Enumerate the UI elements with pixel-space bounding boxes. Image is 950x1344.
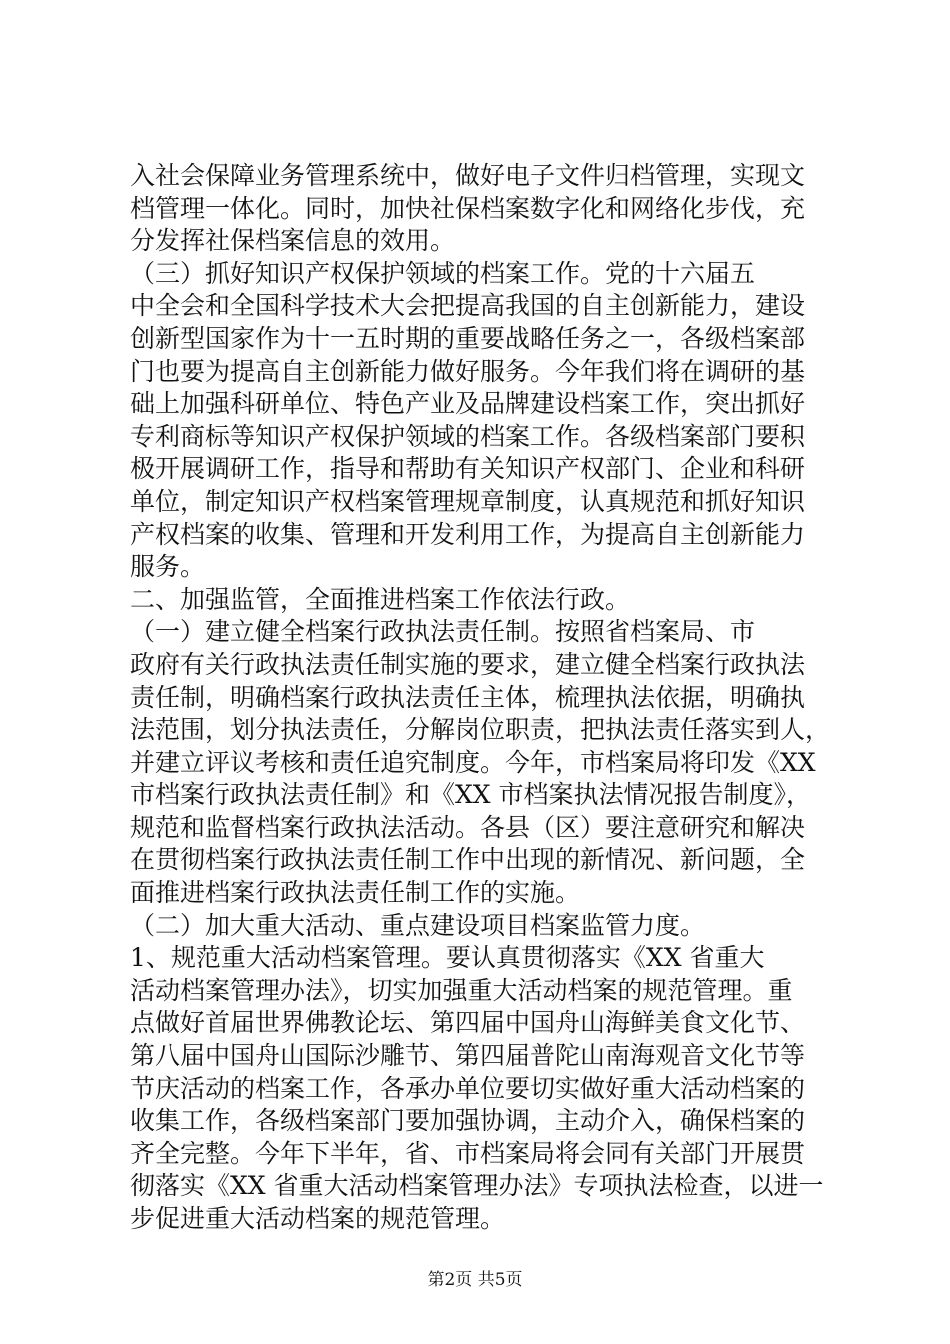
section-heading: 二、加强监管，全面推进档案工作依法行政。	[130, 584, 631, 614]
text-line: 规范和监督档案行政执法活动。各县（区）要注意研究和解决	[130, 812, 806, 842]
text-line: 单位，制定知识产权档案管理规章制度，认真规范和抓好知识	[130, 486, 806, 516]
text-line: 门也要为提高自主创新能力做好服务。今年我们将在调研的基	[130, 356, 806, 386]
text-line: 并建立评议考核和责任追究制度。今年，市档案局将印发《XX	[130, 747, 816, 777]
text-line: 1、规范重大活动档案管理。要认真贯彻落实《XX 省重大	[130, 943, 765, 973]
text-line: 服务。	[130, 552, 206, 582]
text-line: 收集工作，各级档案部门要加强协调，主动介入，确保档案的	[130, 1106, 806, 1136]
text-line: 政府有关行政执法责任制实施的要求，建立健全档案行政执法	[130, 649, 806, 679]
text-line: 极开展调研工作，指导和帮助有关知识产权部门、企业和科研	[130, 454, 806, 484]
text-line: 步促进重大活动档案的规范管理。	[130, 1204, 506, 1233]
subsection-heading: （二）加大重大活动、重点建设项目档案监管力度。	[130, 910, 706, 940]
text-line: 入社会保障业务管理系统中，做好电子文件归档管理，实现文	[130, 161, 806, 190]
text-line: 法范围，划分执法责任，分解岗位职责，把执法责任落实到人，	[130, 715, 831, 745]
text-line: 齐全完整。今年下半年，省、市档案局将会同有关部门开展贯	[130, 1138, 806, 1168]
text-line: 分发挥社保档案信息的效用。	[130, 226, 456, 256]
text-line: 责任制，明确档案行政执法责任主体，梳理执法依据，明确执	[130, 682, 806, 712]
text-line: 彻落实《XX 省重大活动档案管理办法》专项执法检查，以进一	[130, 1171, 824, 1201]
text-line: 活动档案管理办法》，切实加强重大活动档案的规范管理。重	[130, 975, 793, 1005]
page-number-footer: 第2页 共5页	[427, 1270, 523, 1290]
document-body	[130, 160, 831, 1236]
text-line: 专利商标等知识产权保护领域的档案工作。各级档案部门要积	[130, 421, 806, 451]
text-line: 面推进档案行政执法责任制工作的实施。	[130, 878, 581, 908]
text-line: 创新型国家作为十一五时期的重要战略任务之一，各级档案部	[130, 323, 806, 353]
text-line: 点做好首届世界佛教论坛、第四届中国舟山海鲜美食文化节、	[130, 1008, 806, 1038]
text-line: 市档案行政执法责任制》和《XX 市档案执法情况报告制度》，	[130, 780, 812, 810]
text-line: 节庆活动的档案工作，各承办单位要切实做好重大活动档案的	[130, 1073, 806, 1103]
text-line: 第八届中国舟山国际沙雕节、第四届普陀山南海观音文化节等	[130, 1041, 806, 1071]
text-line: （一）建立健全档案行政执法责任制。按照省档案局、市	[130, 617, 756, 647]
text-line: （三）抓好知识产权保护领域的档案工作。党的十六届五	[130, 258, 756, 288]
text-line: 在贯彻档案行政执法责任制工作中出现的新情况、新问题，全	[130, 845, 806, 875]
text-line: 础上加强科研单位、特色产业及品牌建设档案工作，突出抓好	[130, 389, 806, 419]
text-line: 中全会和全国科学技术大会把提高我国的自主创新能力，建设	[130, 291, 806, 321]
text-line: 档管理一体化。同时，加快社保档案数字化和网络化步伐，充	[130, 193, 806, 223]
text-line: 产权档案的收集、管理和开发利用工作，为提高自主创新能力	[130, 519, 806, 549]
